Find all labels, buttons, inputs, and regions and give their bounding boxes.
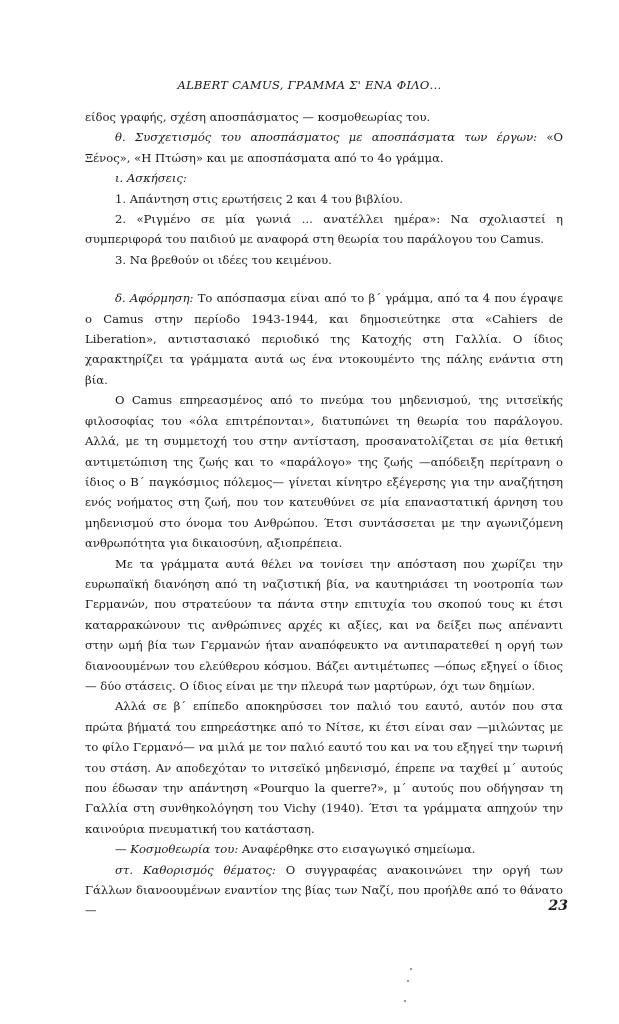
paragraph-theme [85, 860, 563, 921]
speck-mark [404, 1000, 406, 1002]
paragraph-body: Αλλά σε β΄ επίπεδο αποκηρύσσει τον παλιό του εαυτό, αυτόν που στα πρώτα βήματά του επηρεάστηκε από το Νίτσε, κι έτσι είναι σαν —μιλώντας με το φίλο Γερμανό— να μιλά με τον παλιό εαυτό του και να του εξηγεί την τωρινή του στάση. Αν αποδεχόταν το νιτσεϊκό μηδενισμό, έπρεπε να ταχθεί μ΄ αυτούς που έδωσαν την απάντηση «Pourquo la querre?», μ΄ αυτούς που οδήγησαν τη Γαλλία στη συνθηκολόγηση του Vichy (1940). Έτσι τα γράμματα απηχούν την καινούρια πνευματική του κατάσταση. [85, 699, 563, 836]
exercise-item: 3. Να βρεθούν οι ιδέες του κειμένου. [115, 252, 332, 267]
section-label: θ. Συσχετισμός του αποσπάσματος με αποσπάσματα των έργων: [115, 130, 538, 145]
paragraph-continuation: είδος γραφής, σχέση αποσπάσματος — κοσμοθεωρίας του. [85, 110, 431, 124]
section-label: — Κοσμοθεωρία του: [115, 842, 239, 857]
speck-mark [410, 968, 412, 970]
paragraph-body: Με τα γράμματα αυτά θέλει να τονίσει την απόσταση που χωρίζει την ευρωπαϊκή διανόηση από τη ναζιστική βία, να καυτηριάσει τη νοοτροπία των Γερμανών, που στρατεύουν τα πάντα στην επιτυχία του σκοπού τους κι έτσι καταρρακώνουν τις ανθρώπινες αρχές κι αξίες, και να δείξει πως απέναντι στην ωμή βία των Γερμανών ήταν αναπόφευκτο να αντιπαρατεθεί η οργή των διανοουμένων του ελεύθερου κόσμου. Βάζει αντιμέτωπες —όπως εξηγεί ο ίδιος— δύο στάσεις. Ο ίδιος είναι με την πλευρά των μαρτύρων, όχι των δημίων. [85, 556, 563, 693]
page-body [85, 107, 563, 921]
paragraph-motivation [85, 288, 563, 390]
speck-mark [407, 980, 409, 982]
paragraph-exercises-heading [85, 168, 563, 188]
section-text: Το απόσπασμα είναι από το β΄ γράμμα, από τα 4 που έγραψε ο Camus στην περίοδο 1943-1944, και δημοσιεύτηκε στα «Cahiers de Liberation», αντιστασιακό περιοδικό της Κατοχής στη Γαλλία. Ο ίδιος χαρακτηρίζει τα γράμματα αυτά ως ένα ντοκουμέντο της πάλης ενάντια στη βία. [85, 291, 563, 387]
paragraph-worldview [85, 839, 563, 859]
page-number: 23 [548, 898, 568, 914]
section-text: «Ο Ξένος», «Η Πτώση» και με αποσπάσματα από το 4ο γράμμα. [85, 130, 563, 165]
section-text: Αναφέρθηκε στο εισαγωγικό σημείωμα. [238, 842, 476, 857]
exercise-item: 2. «Ριγμένο σε μία γωνιά ... ανατέλλει ημέρα»: Να σχολιαστεί η συμπεριφορά του παιδιού με αναφορά στη θεωρία του παράλογου του Camus. [85, 212, 563, 247]
paragraph-correlation [85, 127, 563, 168]
running-header: ALBERT CAMUS, ΓΡΑΜΜΑ Σ' ΕΝΑ ΦΙΛΟ... [177, 78, 442, 92]
section-label: δ. Αφόρμηση: [115, 291, 194, 306]
section-label: στ. Καθορισμός θέματος: [115, 862, 276, 877]
exercise-item: 1. Απάντηση στις ερωτήσεις 2 και 4 του βιβλίου. [115, 191, 403, 206]
paragraph-body: Ο Camus επηρεασμένος από το πνεύμα του μηδενισμού, της νιτσεϊκής φιλοσοφίας του «όλα επιτρέπονται», διατυπώνει τη θεωρία του παράλογου. Αλλά, με τη συμμετοχή του στην αντίσταση, προσανατολίζεται σε μία θετική αντιμετώπιση της ζωής και το «παράλογο» της ζωής —απόδειξη περίτρανη ο ίδιος ο Β΄ παγκόσμιος πόλεμος— γίνεται κίνητρο εξέγερσης για την αναζήτηση ενός νοήματος στη ζωή, που τον κατευθύνει σε μία επαναστατική άρνηση του μηδενισμού στο όνομα του Ανθρώπου. Έτσι συντάσσεται με την αγωνιζόμενη ανθρωπότητα για δικαιοσύνη, αξιοπρέπεια. [85, 393, 563, 551]
section-text: Ο συγγραφέας ανακοινώνει την οργή των Γάλλων διανοουμένων εναντίον της βίας των Ναζί, που προήλθε από το θάνατο — [85, 862, 564, 918]
section-label: ι. Ασκήσεις: [115, 171, 187, 186]
section-gap [85, 270, 563, 288]
